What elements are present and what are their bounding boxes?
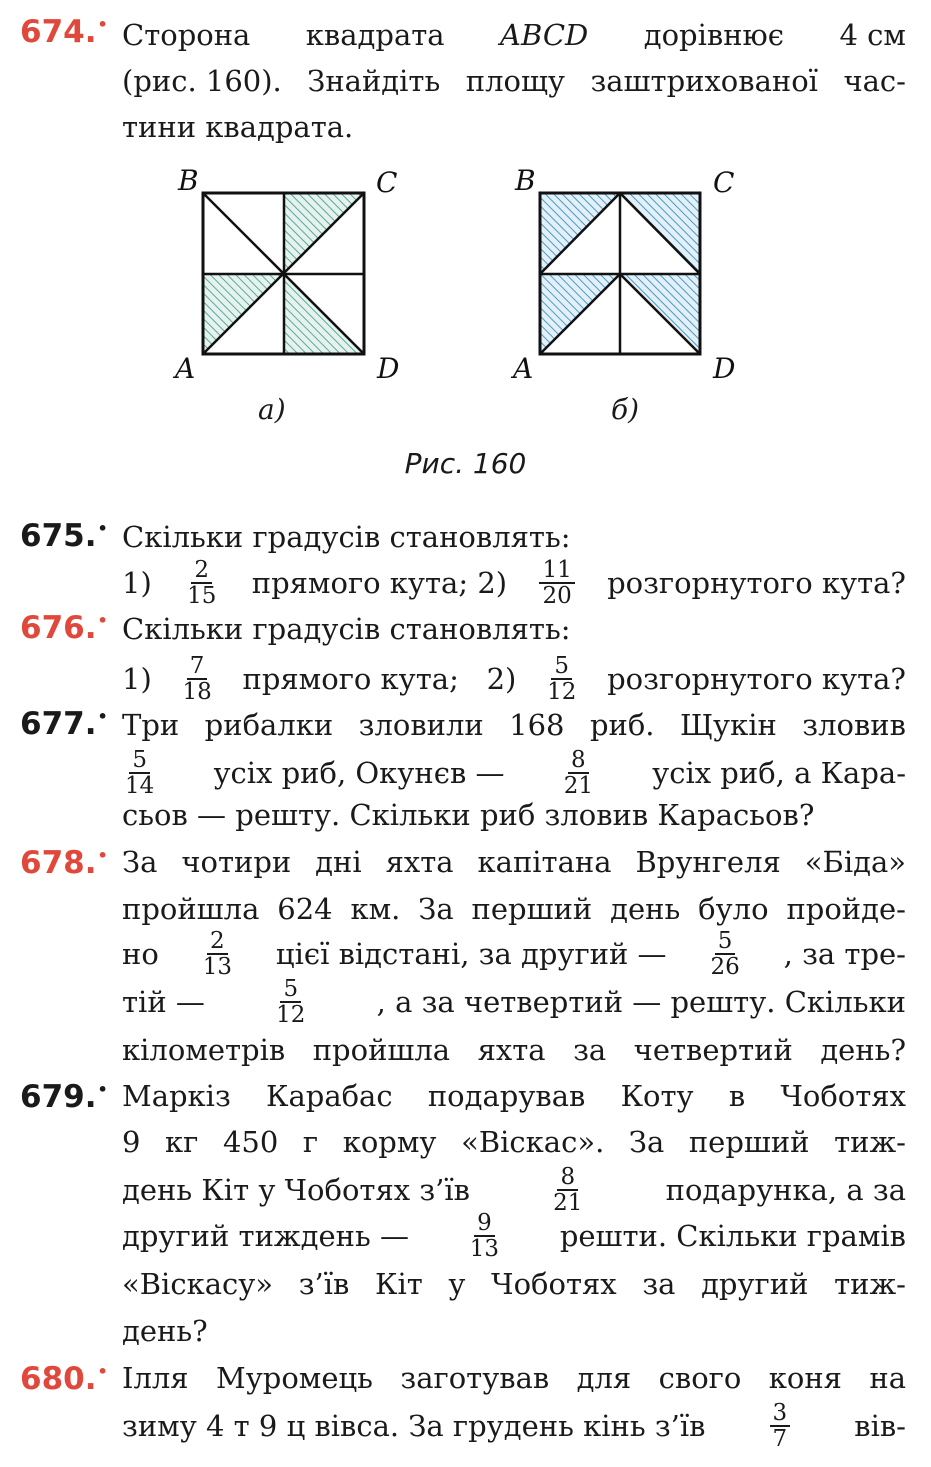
label-b: B [515, 164, 536, 197]
problem-number: 680.• [20, 1361, 108, 1397]
text: розгорнутого кута? [607, 662, 906, 696]
fraction: $\frac{5}{26}$ [710, 928, 740, 980]
word: дорівнює [643, 18, 785, 52]
problem-text-line: пройшла 624 км. За перший день було пройде- [122, 892, 906, 926]
label-a: A [513, 352, 534, 385]
label-a: A [175, 352, 196, 385]
problem-text-line [122, 18, 906, 52]
sublabel-b: б) [611, 393, 640, 426]
fraction: $\frac{7}{18}$ [182, 653, 212, 705]
square-a [203, 193, 364, 354]
text: розгорнутого кута? [607, 566, 906, 600]
text: 1) [122, 566, 152, 600]
problem-text-line [122, 612, 906, 646]
text: сьов — решту. Скільки риб зловив Карасьов? [122, 798, 815, 832]
problem-text-line: кілометрів пройшла яхта за четвертий день? [122, 1033, 906, 1067]
fraction: $\frac{3}{7}$ [770, 1401, 791, 1451]
problem-text-line: 9 кг 450 г корму «Віскас». За перший тиж- [122, 1125, 906, 1159]
problem-number: 675.• [20, 518, 108, 554]
fraction: $\frac{9}{13}$ [469, 1210, 500, 1262]
sublabel-a: а) [258, 393, 286, 426]
figure-svg [0, 150, 931, 450]
fraction: $\frac{8}{21}$ [563, 747, 593, 799]
label-b: B [178, 164, 199, 197]
word: 4 см [839, 18, 906, 52]
problem-text-line [122, 520, 906, 554]
problem-text-line [122, 654, 906, 704]
word: ABCD [500, 18, 589, 52]
problem-number: 678.• [20, 845, 108, 881]
problem-text-line: зиму 4 т 9 ц вівса. За грудень кінь з’їв $\frac{3}{7}$ вів- [122, 1400, 906, 1452]
word: Сторона [122, 18, 251, 52]
problem-text-line: день? [122, 1314, 208, 1348]
word: (рис. 160). [122, 64, 282, 98]
problem-text-line: Ілля Муромець заготував для свого коня на [122, 1361, 906, 1395]
word: тини квадрата. [122, 110, 354, 144]
text: прямого кута; 2) [251, 566, 508, 600]
label-d: D [377, 352, 400, 385]
label-c: C [376, 166, 398, 199]
fraction: $\frac{8}{21}$ [553, 1164, 583, 1216]
word: час- [843, 64, 906, 98]
fraction: $\frac{5}{12}$ [276, 976, 306, 1028]
fraction: $\frac{5}{12}$ [547, 653, 577, 705]
problem-number: 679.• [20, 1079, 108, 1115]
problem-number: 674.• [20, 14, 108, 50]
problem-text-line [122, 64, 906, 98]
fraction: $\frac{11}{20}$ [539, 558, 574, 608]
text: усіх риб, Окунєв — [213, 756, 505, 790]
problem-text-line: Маркіз Карабас подарував Коту в Чоботях [122, 1079, 906, 1113]
text: прямого кута; [242, 662, 459, 696]
word: Знайдіть [307, 64, 441, 98]
figure-caption: Рис. 160 [404, 447, 527, 480]
problem-text-line: другий тиждень — $\frac{9}{13}$ решти. Скільки грамів [122, 1210, 906, 1262]
problem-text-line [122, 558, 906, 608]
text: 2) [486, 662, 517, 696]
text: 1) [122, 662, 152, 696]
square-b [540, 193, 700, 354]
text: усіх риб, а Кара- [652, 756, 906, 790]
label-c: C [713, 166, 735, 199]
word: заштрихованої [590, 64, 818, 98]
problem-number: 676.• [20, 610, 108, 646]
problem-number: 677.• [20, 706, 108, 742]
problem-text-line [122, 748, 906, 798]
word: площу [465, 64, 565, 98]
fraction: $\frac{2}{13}$ [202, 928, 232, 980]
text: Скільки градусів становлять: [122, 612, 571, 646]
word: квадрата [305, 18, 445, 52]
label-d: D [713, 352, 736, 385]
fraction: $\frac{5}{14}$ [125, 747, 155, 799]
problem-text-line: За чотири дні яхта капітана Врунгеля «Біда» [122, 845, 906, 879]
fraction: $\frac{2}{15}$ [187, 557, 217, 609]
problem-text-line [122, 798, 906, 832]
text: Скільки градусів становлять: [122, 520, 571, 554]
problem-text-line [122, 110, 906, 144]
problem-text-line: день Кіт у Чоботях з’їв $\frac{8}{21}$ подарунка, а за [122, 1164, 906, 1216]
problem-text-line: Три рибалки зловили 168 риб. Щукін зловив [122, 708, 906, 742]
problem-text-line: но $\frac{2}{13}$ цієї відстані, за другий — $\frac{5}{26}$ , за тре- [122, 928, 906, 980]
problem-text-line: тій — $\frac{5}{12}$ , а за четвертий — решту. Скільки [122, 976, 906, 1028]
problem-text-line: «Віскасу» з’їв Кіт у Чоботях за другий тиж- [122, 1267, 906, 1301]
